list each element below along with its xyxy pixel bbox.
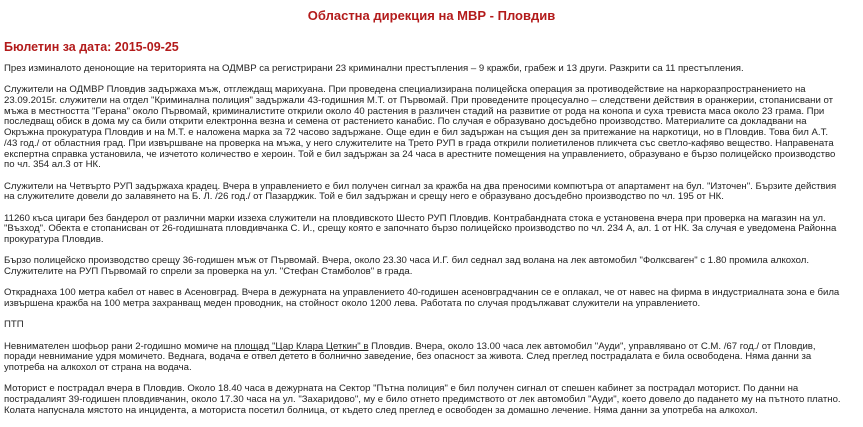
paragraph-marijuana-case: Служители на ОДМВР Пловдив задържаха мъж, отглеждащ марихуана. При проведена специализирана полицейска операция за противодействие на наркоразпространението на 23.09.2015г. служители на отдел "Криминална полиция" задържали 43-годишния М.Т. от Първомай. При проведените процесуално – следствени действия в оранжерии, стопанисвани от мъжа в местността "Герана" около Първомай, криминалистите открили около 40 растения в различен стадий на развитие от рода на конопа и суха тревиста маса около 23 грама. При последващ обиск в дома му са били открити електронна везна и семена от растението канабис. По случая е образувано досъдебно производство. Материалите са докладвани на Окръжна прокуратура Пловдив и на М.Т. е наложена марка за 72 часово задържане. Още един е бил задържан на същия ден за притежание на наркотици, но в Пловдив. Това бил А.Т. /43 год./ от областния град. При извършване на проверка на мъжа, у него служителите на Трето РУП в града открили полиетиленов пликчета със светло-кафяво вещество. Направената експертна справка установила, че изчетото количество е хероин. Той е бил задържан за 24 часа в арестните помещения на управлението, образувано е бързо полицейско производство по чл. 354 ал.3 от НК.: [4, 84, 836, 171]
paragraph-summary: През изминалото денонощие на територията на ОДМВР са регистрирани 23 криминални престъпления – 9 кражби, грабеж и 13 други. Разкрити са 11 престъпления.: [4, 63, 744, 74]
page-title: Областна дирекция на МВР - Пловдив: [307, 8, 556, 23]
paragraph-ptp-child: [4, 342, 844, 374]
location-link[interactable]: площад "Цар Клара Цеткин" в: [234, 340, 369, 352]
paragraph-ptp-motorcyclist: Моторист е пострадал вчера в Пловдив. Около 18.40 часа в дежурната на Сектор "Пътна полиция" е бил получен сигнал от спешен кабинет за пострадал моторист. По данни на пострадалият 39-годишен пловдивчанин, около 17.30 часа на ул. "Захаридово", му е било отнето предимството от лек автомобил "Ауди", което довело до падането му на пътното платно. Колата напуснала мястото на инцидента, а моториста посетил болница, от където след преглед е освободен за домашно лечение. Няма данни за употреба на алкохол.: [4, 383, 841, 416]
paragraph-cable-theft-case: Откраднаха 100 метра кабел от навес в Асеновград. Вчера в дежурната на управлението 40-годишен асеновградчанин се е оплакал, че от навес на фирма в индустриалната зона е била извършена кражба на 100 метра захранващ меден проводник, на стойност около 1200 лева. Работата по случая продължават служители на управлението.: [4, 287, 840, 309]
paragraph-cigarettes-case: 11260 къса цигари без бандерол от различни марки иззеха служители на пловдивското Шесто РУП Пловдив. Контрабандната стока е установена вчера при проверка на магазин на ул. "Възход". Обекта е стопанисван от 26-годишната пловдивчанка С. И., срещу която е започнато бързо полицейско производство по чл. 234 А, ал. 1 от НК. За случая е уведомена Районна прокуратура Пловдив.: [4, 212, 837, 245]
ptp-child-text-start: Невнимателен шофьор рани 2-годишно момиче на: [4, 340, 235, 352]
ptp-child-text-end: Пловдив. Вчера, около 13.00 часа лек автомобил "Ауди", управлявано от С.М. /67 год./ от Пловдив, поради невнимание удря момичето. Веднага, водача е отвел детето в болнично заведение, без опасност за живота. След преглед пострадалата е била освободена. Няма данни за употреба на алкохол от страна на водача.: [4, 340, 816, 373]
section-label-ptp: ПТП: [4, 319, 24, 331]
bulletin-date-heading: Бюлетин за дата: 2015-09-25: [4, 40, 179, 54]
paragraph-drunk-driver-case: Бързо полицейско производство срещу 36-годишен мъж от Първомай. Вчера, около 23.30 часа И.Г. бил седнал зад волана на лек автомобил "Фолксваген" с 1.80 промила алкохол. Служителите на РУП Първомай го спрели за проверка на ул. "Стефан Стамболов" в града.: [4, 255, 810, 277]
paragraph-theft-case: Служители на Четвърто РУП задържаха крадец. Вчера в управлението е бил получен сигнал за кражба на два преносими компютъра от апартамент на бул. "Източен". Бързите действия на служителите довели до залавянето на Б. Л. /26 год./ от Пазарджик. Той е бил задържан и срещу него е образувано досъдебно производство по чл. 195 от НК.: [4, 180, 837, 203]
bulletin-content: [4, 64, 844, 427]
